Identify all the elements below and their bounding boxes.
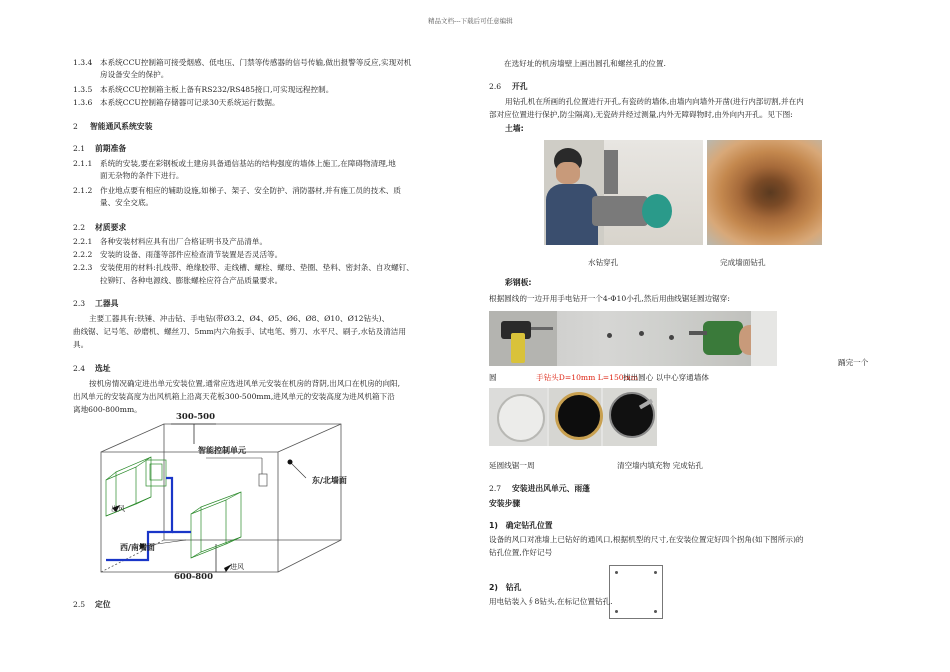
item-2-2-3-line2: 拉铆钉、各种电源线、膨胀螺栓应符合产品质量要求。 [100, 276, 283, 285]
tools-line2: 曲线锯、记号笔、砂磨机、螺丝刀、5mm内六角扳手、试电笔、剪刀、水平尺、刷子,水钻及清洁用 [73, 327, 406, 336]
item-2-1-2-number: 2.1.2 [73, 186, 93, 195]
section-2-5-number: 2.5 [73, 600, 86, 609]
section-2-3-title: 工器具 [95, 299, 119, 308]
east-wall-label: 东/北墙面 [312, 475, 347, 485]
section-2-title: 智能通风系统安装 [90, 122, 153, 131]
hole-word: 圆 [489, 373, 497, 382]
siting-line2: 出风单元的安装高度为出风机箱上沿离天花板300-500mm,进风单元的安装高度为进风机箱下沿 [73, 392, 395, 401]
section-2-6-title: 开孔 [512, 82, 528, 91]
step1-title: 1) 确定钻孔位置 [489, 521, 553, 530]
section-2-5-title: 定位 [95, 600, 111, 609]
item-1-3-5-number: 1.3.5 [73, 85, 93, 94]
dim-bottom-label: 600-800 [174, 572, 214, 582]
soil-wall-label: 土墙: [505, 124, 524, 133]
section-2-6-number: 2.6 [489, 82, 502, 91]
section-2-4-title: 选址 [95, 364, 111, 373]
section-2-1-title: 前期准备 [95, 144, 127, 153]
control-unit-label: 智能控制单元 [198, 445, 246, 455]
section-2-7-title: 安装进出风单元、雨蓬 [512, 484, 590, 493]
find-center-note: 找出圆心 以中心穿通墙体 [623, 373, 709, 382]
installation-diagram [76, 412, 368, 590]
air-in-label: 进风 [230, 563, 244, 571]
item-2-1-1-line2: 面无杂物的条件下进行。 [100, 171, 184, 180]
caption-clear-filler: 清空墙内填充物 完成钻孔 [617, 461, 703, 470]
west-wall-label: 西/南墙面 [120, 542, 155, 552]
caption-water-drill: 水钻穿孔 [588, 258, 619, 267]
item-1-3-4-line2: 房设备安全的保护。 [100, 70, 169, 79]
section-2-2-number: 2.2 [73, 223, 86, 232]
step2-title: 2) 钻孔 [489, 583, 522, 592]
tools-line1: 主要工器具有:铁锤、冲击钻、手电钻(带Ø3.2、Ø4、Ø5、Ø6、Ø8、Ø10、Ø12钻头)、 [89, 314, 390, 323]
dim-top-label: 300-500 [176, 412, 216, 422]
drill-bit-spec: 手钻头D=10mm L=150mm [536, 373, 639, 382]
positioning-text: 在选好址的机房墙壁上画出圆孔和螺丝孔的位置. [504, 59, 666, 68]
item-1-3-5-text: 本系统CCU控制箱主板上备有RS232/RS485接口,可实现远程控制。 [100, 85, 334, 94]
item-2-2-3-line1: 安装使用的材料:扎线带、绝缘胶带、走线槽、螺栓、螺母、垫圈、垫料、密封条、自攻螺钉、 [100, 263, 414, 272]
step1-line2: 钻孔位置,作好记号 [489, 548, 553, 557]
siting-line1: 按机房情况确定进出单元安装位置,通常应选进风单元安装在机房的背阴,出风口在机房的向阳, [89, 379, 400, 388]
item-2-1-1-number: 2.1.1 [73, 159, 93, 168]
item-2-1-1-line1: 系统的安装,要在彩钢板或土建房具备通信基站的结构强度的墙体上施工,在障碍物清理,地 [100, 159, 396, 168]
room-diagram-svg [76, 412, 368, 590]
steel-plate-drilling-photo [489, 311, 777, 366]
drill-one-note: 踊完一个 [838, 358, 869, 367]
section-2-3-number: 2.3 [73, 299, 86, 308]
siting-line3: 离地600-800mm。 [73, 405, 142, 414]
item-2-2-1-number: 2.2.1 [73, 237, 93, 246]
corner-marks-figure [609, 565, 663, 619]
item-1-3-4-number: 1.3.4 [73, 58, 93, 67]
air-out-label: 出风 [111, 505, 125, 513]
saw-and-clear-photos [489, 388, 657, 446]
section-2-2-title: 材质要求 [95, 223, 127, 232]
section-2-7-number: 2.7 [489, 484, 502, 493]
water-drill-photo [544, 140, 703, 245]
caption-finished-hole: 完成墙面钻孔 [720, 258, 766, 267]
item-1-3-6-text: 本系统CCU控制箱存储器可记录30天系统运行数据。 [100, 98, 280, 107]
steel-plate-desc: 根据圆线的一边开用手电钻开一个4-Φ10小孔,然后用曲线锯延圆边锯穿: [489, 294, 730, 303]
item-2-2-2-number: 2.2.2 [73, 250, 93, 259]
section-2-number: 2 [73, 122, 78, 131]
step2-text: 用电钻装入∮8钻头,在标记位置钻孔. [489, 597, 613, 606]
finished-hole-photo [707, 140, 822, 245]
section-2-4-number: 2.4 [73, 364, 86, 373]
page-header: 精品文档---下载后可任意编辑 [428, 17, 513, 25]
item-1-3-6-number: 1.3.6 [73, 98, 93, 107]
steel-plate-label: 彩钢板: [505, 278, 532, 287]
install-steps-title: 安装步骤 [489, 499, 521, 508]
item-2-2-3-number: 2.2.3 [73, 263, 93, 272]
item-2-1-2-line2: 量、安全交底。 [100, 198, 154, 207]
step1-line1: 设备的风口对准墙上已钻好的通风口,根据机型的尺寸,在安装位置定好四个拐角(如下图所示)的 [489, 535, 804, 544]
item-1-3-4-line1: 本系统CCU控制箱可接受烟感、低电压、门禁等传感器的信号传输,做出报警等反应,实现对机 [100, 58, 412, 67]
caption-saw-circle: 延圆线锯一周 [489, 461, 535, 470]
drilling-line1: 用钻孔机在所画的孔位置进行开孔,有瓷砖的墙体,由墙内向墙外开凿(进行内部切割,并在内 [505, 97, 804, 106]
tools-line3: 具。 [73, 340, 89, 349]
item-2-1-2-line1: 作业地点要有相应的辅助设施,如梯子、架子、安全防护、消防器材,并有施工员的技术、质 [100, 186, 401, 195]
section-2-1-number: 2.1 [73, 144, 86, 153]
item-2-2-1-text: 各种安装材料应具有出厂合格证明书及产品清单。 [100, 237, 268, 246]
drilling-line2: 部对应位置进行保护,防尘隔离),无瓷砖并经过测量,内外无障碍物时,由外向内开孔。见下图: [489, 110, 793, 119]
item-2-2-2-text: 安装的设备、雨蓬等部件应检查清节装置是否灵活等。 [100, 250, 283, 259]
